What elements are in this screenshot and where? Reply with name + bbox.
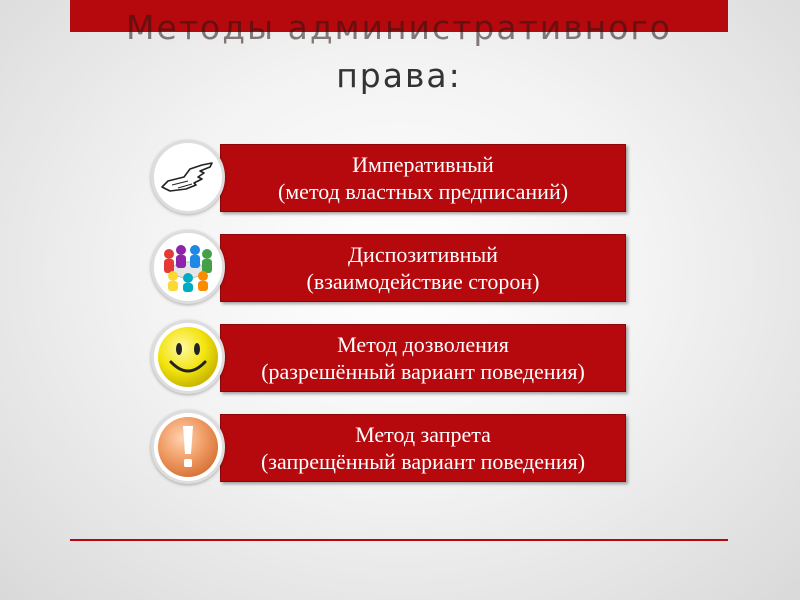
method-description: (метод властных предписаний) [277,179,569,204]
method-box [220,234,626,302]
page-title [70,4,728,100]
method-item-dispositive [150,230,630,305]
method-box [220,414,626,482]
method-item-imperative [150,140,630,215]
method-description: (взаимодействие сторон) [306,269,540,294]
method-name: Метод запрета [355,422,491,447]
exclamation-icon [151,410,225,484]
bottom-divider [70,539,728,541]
pointing-hand-icon [151,140,225,214]
method-box [220,324,626,392]
title-line-2: права: [336,56,462,95]
smiley-face-icon [151,320,225,394]
method-item-prohibition [150,410,630,485]
title-line-1: Методы административного [126,8,672,47]
method-name: Диспозитивный [348,242,498,267]
people-circle-icon [151,230,225,304]
method-name: Императивный [352,152,494,177]
method-box [220,144,626,212]
method-name: Метод дозволения [337,332,509,357]
method-description: (разрешённый вариант поведения) [261,359,585,384]
method-description: (запрещённый вариант поведения) [260,449,586,474]
method-item-permission [150,320,630,395]
